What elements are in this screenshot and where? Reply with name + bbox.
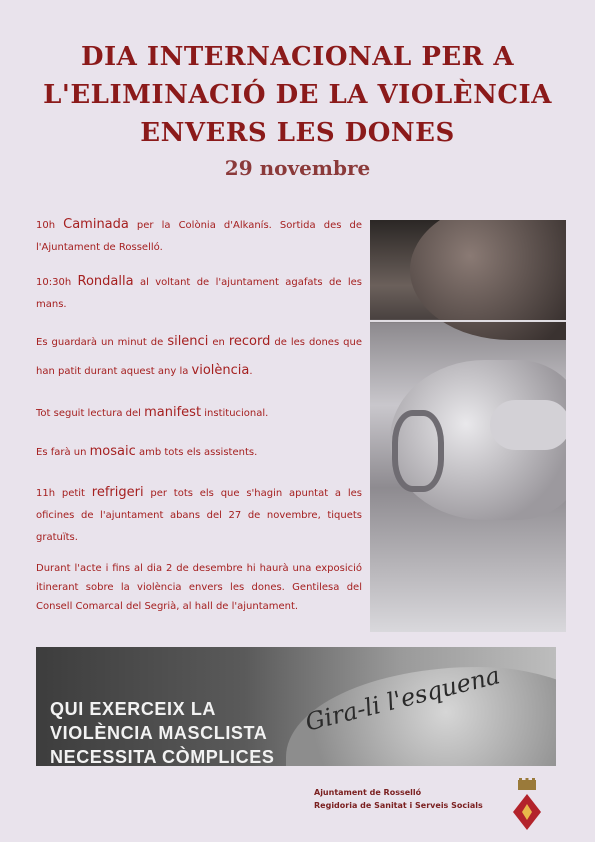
slogan-line: VIOLÈNCIA MASCLISTA (50, 723, 268, 743)
title-line-3: ENVERS LES DONES (140, 118, 455, 148)
event-text: . (249, 366, 253, 377)
event-highlight: silenci (167, 334, 209, 349)
municipal-coat-of-arms-icon (512, 778, 542, 832)
hand-photo (370, 220, 566, 632)
event-text: institucional. (201, 408, 269, 419)
event-highlight: refrigeri (91, 485, 144, 500)
event-text: Durant l'acte i fins al dia 2 de desembre hi haurà una exposició itinerant sobre la violència envers les dones. Gentilesa del Consell Comarcal del Segrià, al hall de l'ajuntament. (36, 563, 362, 612)
title-line-2: L'ELIMINACIÓ DE LA VIOLÈNCIA (43, 80, 552, 110)
event-text: amb tots els assistents. (135, 447, 258, 458)
event-time: 11h petit (36, 488, 92, 499)
title-line-1: DIA INTERNACIONAL PER A (80, 42, 515, 72)
event-time: 10:30h (36, 277, 78, 288)
banner-slogan (50, 697, 274, 766)
event-highlight: Rondalla (77, 274, 134, 289)
event-silence (36, 328, 362, 386)
slogan-line: NECESSITA CÒMPLICES (50, 747, 275, 766)
organizer-name: Ajuntament de Rosselló (314, 788, 422, 797)
campaign-banner (36, 647, 556, 766)
event-highlight: Caminada (63, 217, 129, 232)
page-title (0, 38, 595, 152)
event-highlight: manifest (144, 405, 202, 420)
event-text: Es farà un (36, 447, 90, 458)
event-text: en (208, 337, 229, 348)
event-highlight: record (228, 334, 271, 349)
event-text: al voltant de l'ajuntament agafats de les mans. (36, 277, 362, 310)
event-text: per tots els que s'hagin apuntat a les oficines de l'ajuntament abans del 27 de novembre, tiquets gratuïts. (36, 488, 362, 543)
event-refreshment (36, 482, 362, 549)
organizer-department: Regidoria de Sanitat i Serveis Socials (314, 801, 483, 810)
event-date: 29 novembre (224, 156, 371, 180)
event-text: per la Colònia d'Alkanís. Sortida des de l'Ajuntament de Rosselló. (36, 220, 362, 253)
event-time: 10h (36, 220, 64, 231)
event-text: Es guardarà un minut de (36, 337, 168, 348)
event-exhibition (36, 559, 362, 616)
event-highlight: mosaic (89, 444, 136, 459)
event-highlight: violència (191, 363, 250, 378)
event-manifest (36, 402, 362, 425)
event-rondalla (36, 271, 362, 316)
tattoo-text: Gira-li l'esquena (302, 661, 503, 737)
organizer-credits (314, 786, 483, 812)
event-walk (36, 214, 362, 259)
event-mosaic (36, 441, 362, 464)
event-text: de les dones que han patit durant aquest any la (36, 337, 362, 377)
slogan-line: QUI EXERCEIX LA (50, 699, 217, 719)
event-list (36, 214, 362, 616)
event-text: Tot seguit lectura del (36, 408, 145, 419)
